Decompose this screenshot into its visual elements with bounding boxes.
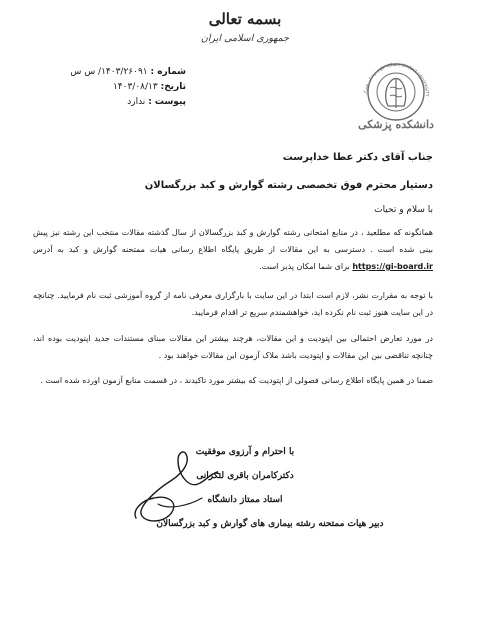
body-paragraph-4: ضمنا در همین پایگاه اطلاع رسانی فصولی از اپتودیت که بیشتر مورد تاکیدند ، در قسمت منابع آزمون اورده شده است . [40, 376, 433, 385]
handwritten-signature-icon [128, 440, 238, 530]
body-paragraph-1 [33, 224, 433, 275]
signer-title: استاد ممتاز دانشگاه [207, 495, 283, 505]
faculty-name: دانشکده پزشکی [358, 118, 434, 131]
logo-ring-text: دانشگاه علوم پزشکی شیراز SHIRAZ UNIVERSITY [362, 61, 431, 97]
attachment-label: پیوست : [148, 97, 186, 107]
attachment-value: ندارد [127, 97, 146, 107]
recipient-name: جناب آقای دکتر عطا خداپرست [282, 152, 433, 163]
signer-name: دکترکامران باقری لنکرانی [196, 471, 294, 481]
date-value: ۱۴۰۳/۰۸/۱۳ [112, 82, 158, 92]
number-label: شماره : [150, 67, 186, 77]
body-paragraph-2: با توجه به مقرارت نشر، لازم است ابتدا در این سایت با بارگزاری معرفی نامه از گروه آموزشی ثبت نام فرمایید. چنانچه در این سایت هنوز ثبت نام نکرده اید، خواهشمندم سریع تر اقدام فرمایید. [33, 291, 433, 317]
signer-position: دبیر هیات ممتحنه رشته بیماری های گوارش و کبد بزرگسالان [156, 519, 384, 529]
letter-meta [66, 65, 186, 110]
greeting: با سلام و تحیات [374, 205, 433, 215]
closing-line: با احترام و آرزوی موفقیت [195, 447, 295, 457]
bismillah-heading: بسمه تعالی [208, 10, 282, 28]
body-paragraph-3: در مورد تعارض احتمالی بین اپتودیت و این مقالات، هرچند بیشتر این مقالات مبنای مستندات جدید اپتودیت بوده اند، چنانچه تناقضی بین این مقالات و اپتودیت باشد ملاک آزمون این مقالات خواهند بود . [33, 334, 433, 360]
letter-date-row [66, 80, 186, 95]
paragraph-1-text: همانگونه که مطلعید ، در منابع امتحانی رشته گوارش و کبد بزرگسالان از سال گذشته مقالات منتخب این رشته نیز پیش بینی شده است . دسترسی به این مقالات از طریق پایگاه اطلاع رسانی هیات ممتحنه گوارش و کبد به آدرس [33, 228, 433, 254]
number-value: ۱۴۰۳/۲۶۰۹۱/ س س [70, 67, 148, 77]
paragraph-1-tail: برای شما امکان پذیر است. [259, 262, 350, 271]
date-label: تاریخ: [160, 82, 186, 92]
board-website-link[interactable]: https://gi-board.ir [352, 262, 433, 271]
letter-number-row [66, 65, 186, 80]
university-logo-icon [348, 56, 444, 122]
recipient-title: دستیار محترم فوق تخصصی رشته گوارش و کبد بزرگسالان [144, 180, 433, 191]
letter-attachment-row [66, 95, 186, 110]
republic-subheading: جمهوری اسلامی ایران [200, 33, 290, 44]
